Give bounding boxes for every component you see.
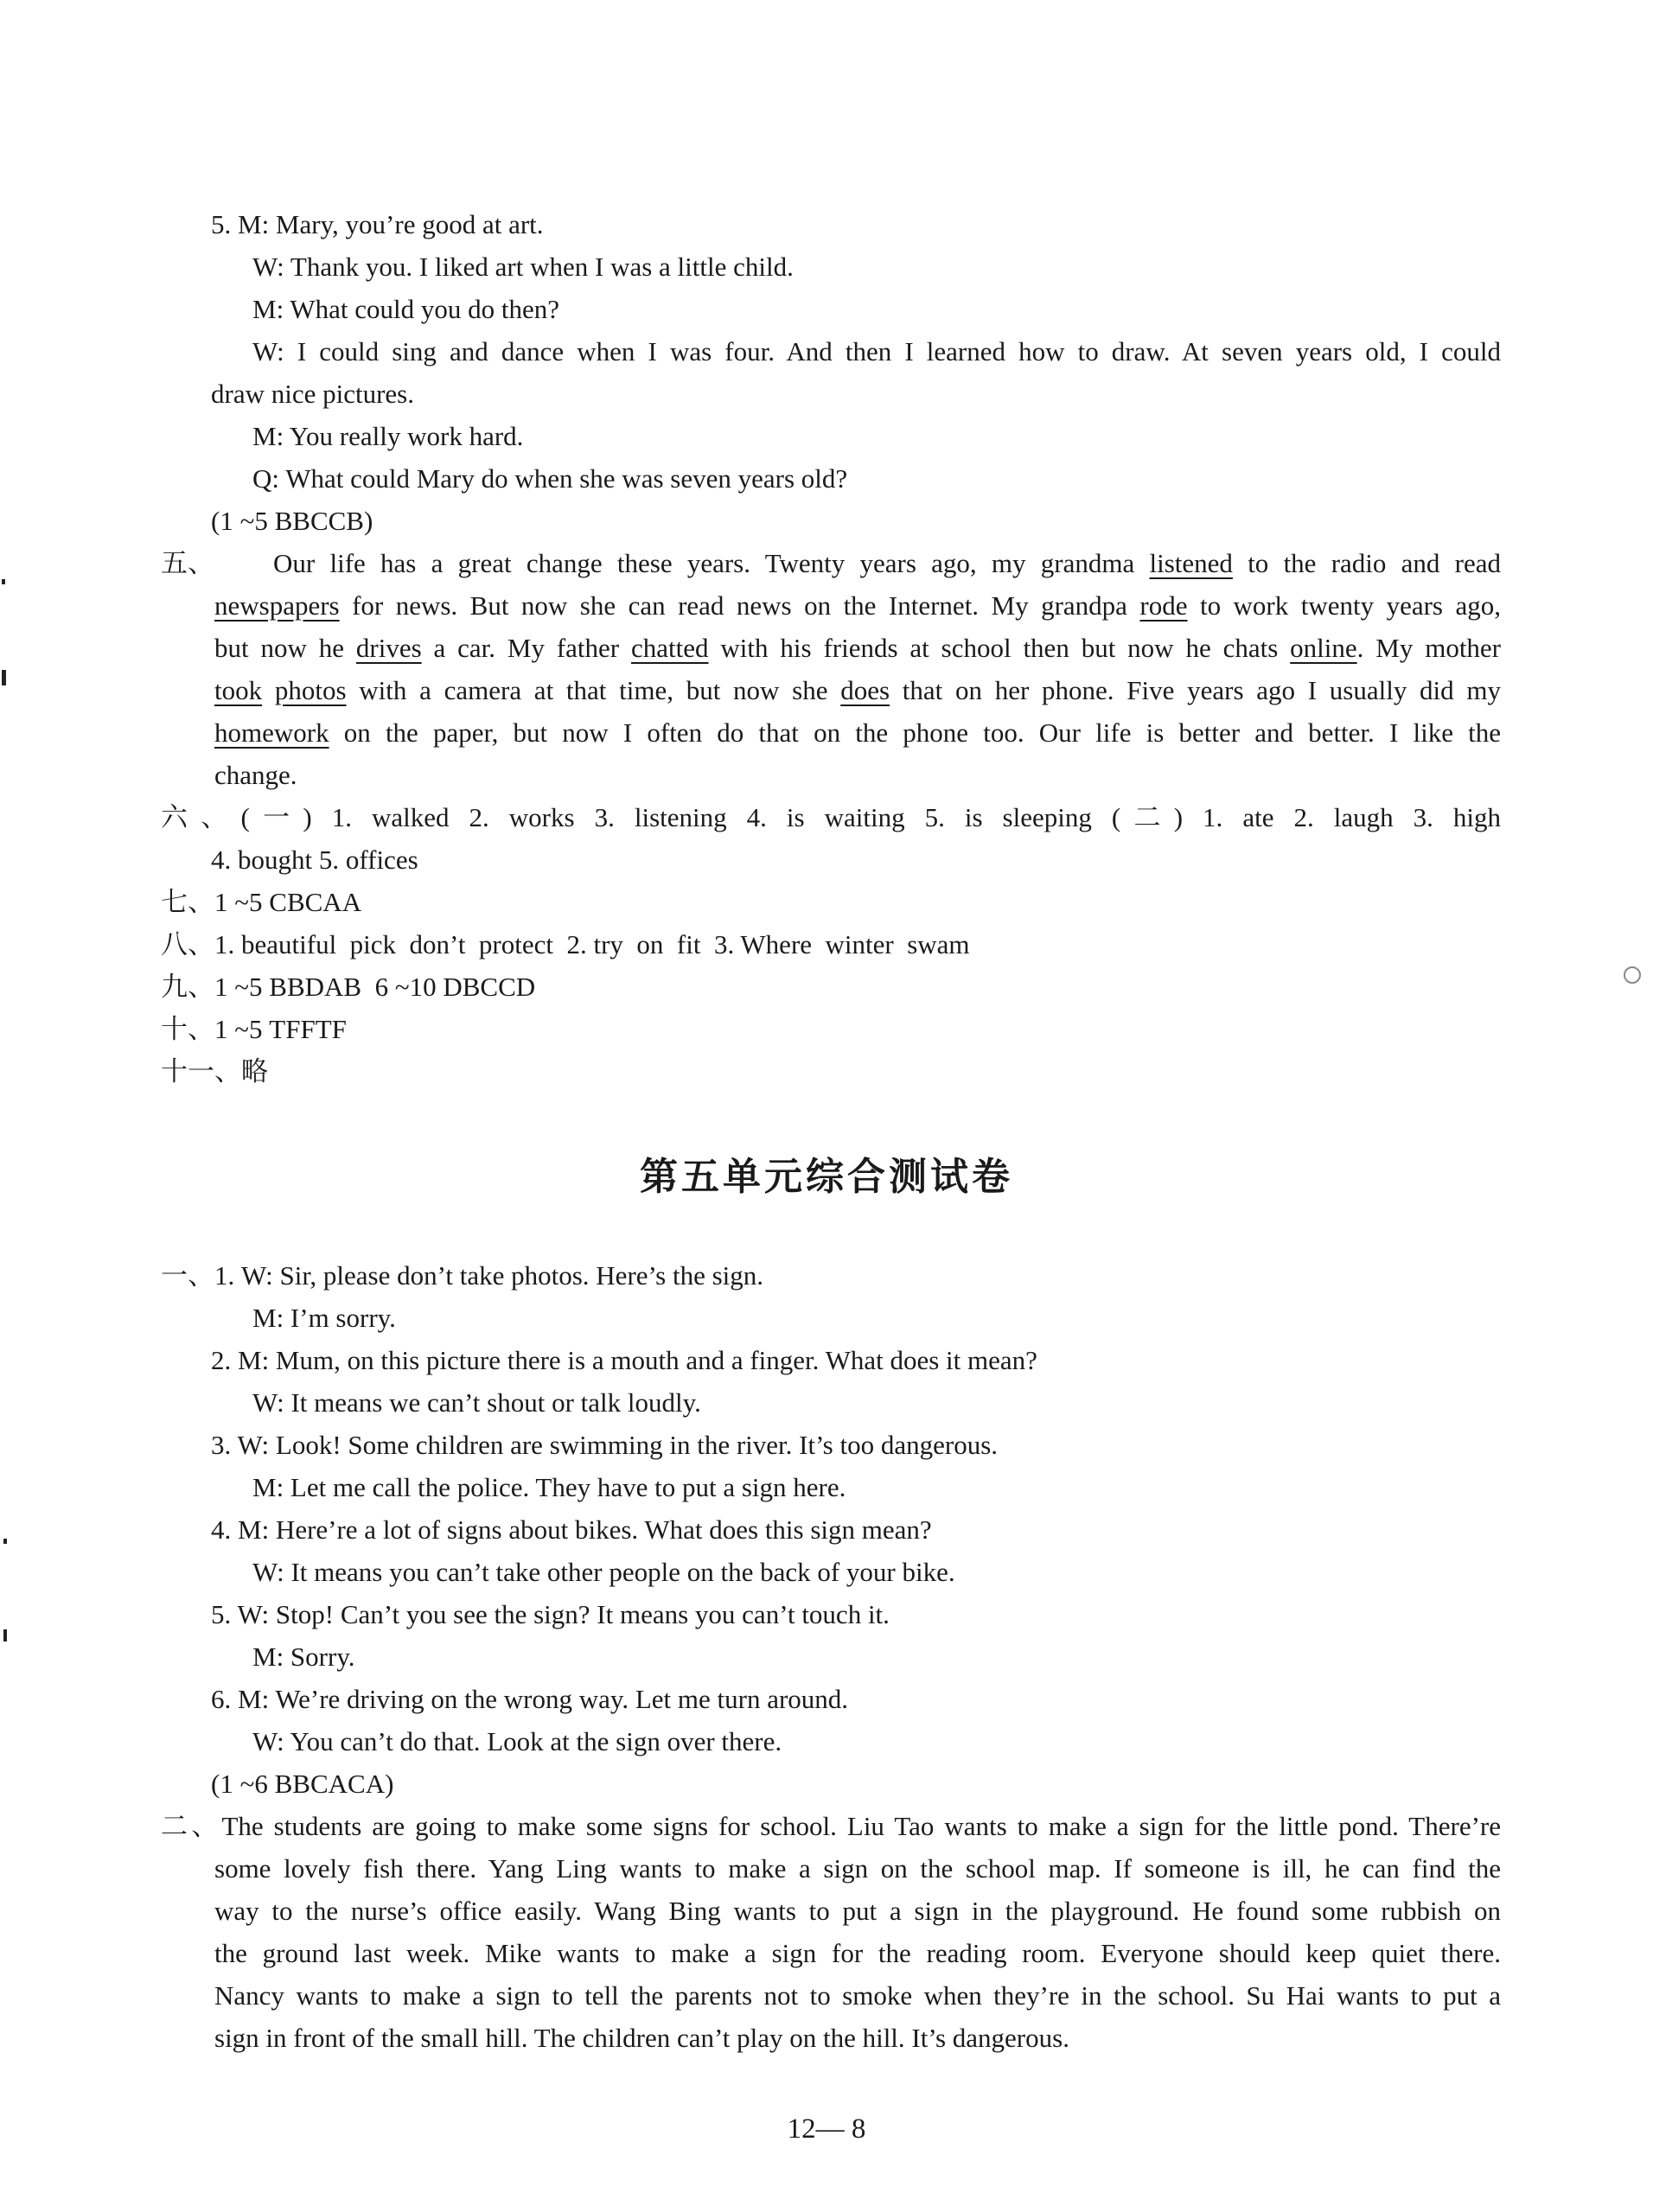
unit5-section-1-line-12: W: You can’t do that. Look at the sign over there. <box>252 1726 782 1756</box>
section-5-line-1: Our life has a great change these years. Twenty years ago, my grandma listened to the radio and read <box>273 548 1502 578</box>
listening-answer: (1 ~5 BBCCB) <box>211 506 373 536</box>
unit5-section-1-line-6: M: Let me call the police. They have to put a sign here. <box>252 1472 846 1502</box>
scan-mark <box>2 579 5 584</box>
answer-word: chatted <box>631 633 709 663</box>
page-number: 12— 8 <box>787 2113 866 2145</box>
unit5-section-1-line-7: 4. M: Here’re a lot of signs about bikes. What does this sign mean? <box>211 1514 932 1545</box>
unit5-section-1-line-10: M: Sorry. <box>252 1641 355 1672</box>
unit-5-title: 第五单元综合测试卷 <box>640 1155 1013 1199</box>
section-6-line-1: 六、(一) 1. walked 2. works 3. listening 4. is waiting 5. is sleeping (二) 1. ate 2. laugh 3. high <box>161 802 1501 832</box>
binder-hole-mark <box>1624 966 1641 984</box>
answer-word: listened <box>1149 548 1233 578</box>
unit5-section-1-line-11: 6. M: We’re driving on the wrong way. Let me turn around. <box>211 1684 849 1714</box>
answer-word: newspapers <box>214 590 340 621</box>
answer-word: rode <box>1139 590 1188 621</box>
unit5-section-1-line-5: 3. W: Look! Some children are swimming in the river. It’s too dangerous. <box>211 1430 999 1460</box>
section-8-answers: 八、1. beautiful pick don’t protect 2. try on fit 3. Where winter swam <box>161 929 970 959</box>
unit5-section-2-line-5: Nancy wants to make a sign to tell the parents not to smoke when they’re in the school. Su Hai wants to put a <box>214 1980 1501 2011</box>
answer-word: homework <box>214 717 329 748</box>
unit5-section-1-line-4: W: It means we can’t shout or talk loudly. <box>252 1387 701 1418</box>
scan-mark <box>2 670 6 685</box>
scan-mark <box>3 1629 7 1641</box>
section-5-line-2: newspapers for news. But now she can read news on the Internet. My grandpa rode to work twenty years ago, <box>214 590 1501 621</box>
unit5-section-2-line-3: way to the nurse’s office easily. Wang Bing wants to put a sign in the playground. He found some rubbish on <box>214 1896 1501 1926</box>
unit5-section-1-line-2: M: I’m sorry. <box>252 1303 396 1333</box>
scan-mark <box>3 1539 7 1544</box>
unit5-section-1-line-8: W: It means you can’t take other people on the back of your bike. <box>252 1557 955 1587</box>
unit5-section-1-answer: (1 ~6 BBCACA) <box>211 1769 394 1799</box>
section-5-number: 五、 <box>161 548 214 578</box>
answer-word: took <box>214 675 263 705</box>
section-5-line-6: change. <box>214 760 297 790</box>
unit5-section-2-line-2: some lovely fish there. Yang Ling wants to make a sign on the school map. If someone is ill, he can find the <box>214 1853 1501 1884</box>
answer-word: does <box>840 675 890 705</box>
listening-5-line-2: W: Thank you. I liked art when I was a little child. <box>252 252 794 282</box>
section-6-line-2: 4. bought 5. offices <box>211 845 418 875</box>
unit5-section-1-line-1: 一、1. W: Sir, please don’t take photos. Here’s the sign. <box>161 1260 764 1291</box>
answer-word: online <box>1290 633 1357 663</box>
unit5-section-2-line-1: 二、The students are going to make some signs for school. Liu Tao wants to make a sign for the little pond. There’re <box>161 1811 1501 1841</box>
unit5-section-1-line-3: 2. M: Mum, on this picture there is a mouth and a finger. What does it mean? <box>211 1345 1037 1375</box>
section-5-line-3: but now he drives a car. My father chatted with his friends at school then but now he chats online. My mother <box>214 633 1502 663</box>
unit5-section-1-line-9: 5. W: Stop! Can’t you see the sign? It means you can’t touch it. <box>211 1599 890 1629</box>
section-10-answers: 十、1 ~5 TFFTF <box>161 1014 347 1044</box>
section-5-line-5: homework on the paper, but now I often do that on the phone too. Our life is better and better. I like the <box>214 717 1501 748</box>
unit5-section-2-line-6: sign in front of the small hill. The children can’t play on the hill. It’s dangerous. <box>214 2023 1069 2053</box>
answer-word: drives <box>355 633 422 663</box>
listening-5-line-1: 5. M: Mary, you’re good at art. <box>211 209 544 239</box>
section-7-answers: 七、1 ~5 CBCAA <box>161 887 362 917</box>
listening-5-line-3: M: What could you do then? <box>252 294 560 324</box>
listening-5-line-6: M: You really work hard. <box>252 421 524 451</box>
answer-word: photos <box>274 675 347 705</box>
listening-5-line-5: draw nice pictures. <box>211 379 414 409</box>
listening-5-line-7: Q: What could Mary do when she was seven years old? <box>252 463 848 494</box>
section-5-line-4: took photos with a camera at that time, but now she does that on her phone. Five years ago I usually did my <box>214 675 1502 705</box>
unit5-section-2-line-4: the ground last week. Mike wants to make a sign for the reading room. Everyone should keep quiet there. <box>214 1938 1501 1968</box>
section-11-answers: 十一、略 <box>161 1056 268 1087</box>
listening-5-line-4: W: I could sing and dance when I was four. And then I learned how to draw. At seven years old, I could <box>252 336 1501 367</box>
section-9-answers: 九、1 ~5 BBDAB 6 ~10 DBCCD <box>161 972 536 1002</box>
